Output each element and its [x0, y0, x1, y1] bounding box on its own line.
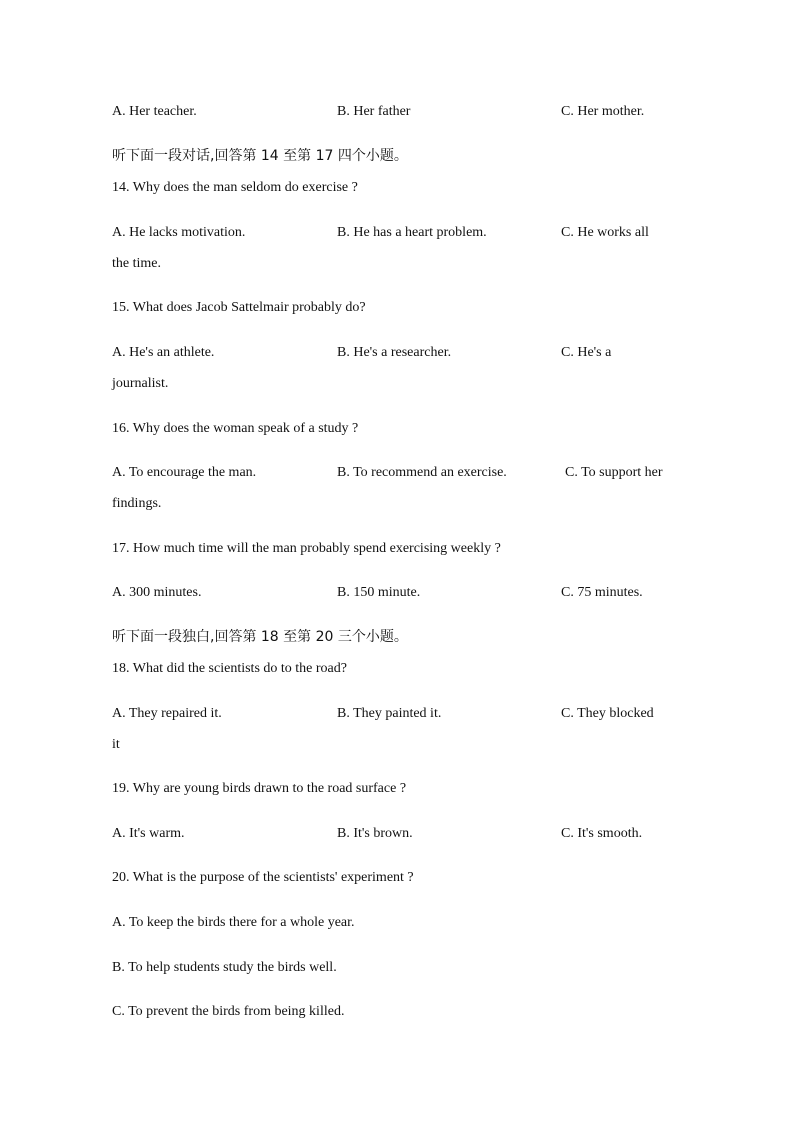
- q18-option-b: B. They painted it.: [337, 706, 442, 721]
- q17-question: 17. How much time will the man probably spend exercising weekly ?: [112, 541, 501, 556]
- q13-option-a: A. Her teacher.: [112, 104, 197, 119]
- q15-option-b: B. He's a researcher.: [337, 345, 452, 360]
- q14-option-c: C. He works all: [561, 225, 649, 240]
- q20-option-c: C. To prevent the birds from being killed.: [112, 1004, 345, 1019]
- q13-option-b: B. Her father: [337, 104, 411, 119]
- q15-question: 15. What does Jacob Sattelmair probably do?: [112, 300, 366, 315]
- section-heading-14-17: 听下面一段对话,回答第 14 至第 17 四个小题。: [112, 148, 408, 164]
- q13-option-c: C. Her mother.: [561, 104, 645, 119]
- q16-question: 16. Why does the woman speak of a study ?: [112, 421, 359, 436]
- q20-option-a: A. To keep the birds there for a whole year.: [112, 915, 355, 930]
- q14-option-a: A. He lacks motivation.: [112, 225, 246, 240]
- section-heading-18-20: 听下面一段独白,回答第 18 至第 20 三个小题。: [112, 629, 408, 645]
- q17-option-a: A. 300 minutes.: [112, 585, 202, 600]
- q14-question: 14. Why does the man seldom do exercise ?: [112, 180, 358, 195]
- q17-option-c: C. 75 minutes.: [561, 585, 643, 600]
- q18-question: 18. What did the scientists do to the road?: [112, 661, 347, 676]
- q16-option-c-wrap: findings.: [112, 496, 162, 511]
- q19-option-c: C. It's smooth.: [561, 826, 643, 841]
- q20-question: 20. What is the purpose of the scientists' experiment ?: [112, 870, 414, 885]
- q20-option-b: B. To help students study the birds well.: [112, 960, 337, 975]
- q14-option-c-wrap: the time.: [112, 256, 161, 271]
- q15-option-c-wrap: journalist.: [112, 376, 169, 391]
- q16-option-c: C. To support her: [565, 465, 663, 480]
- q17-option-b: B. 150 minute.: [337, 585, 421, 600]
- q16-option-b: B. To recommend an exercise.: [337, 465, 507, 480]
- q15-option-c: C. He's a: [561, 345, 612, 360]
- q19-question: 19. Why are young birds drawn to the road surface ?: [112, 781, 407, 796]
- q16-option-a: A. To encourage the man.: [112, 465, 257, 480]
- q19-option-a: A. It's warm.: [112, 826, 185, 841]
- q18-option-a: A. They repaired it.: [112, 706, 222, 721]
- q18-option-c-wrap: it: [112, 737, 120, 752]
- q18-option-c: C. They blocked: [561, 706, 654, 721]
- q15-option-a: A. He's an athlete.: [112, 345, 215, 360]
- q19-option-b: B. It's brown.: [337, 826, 413, 841]
- q14-option-b: B. He has a heart problem.: [337, 225, 487, 240]
